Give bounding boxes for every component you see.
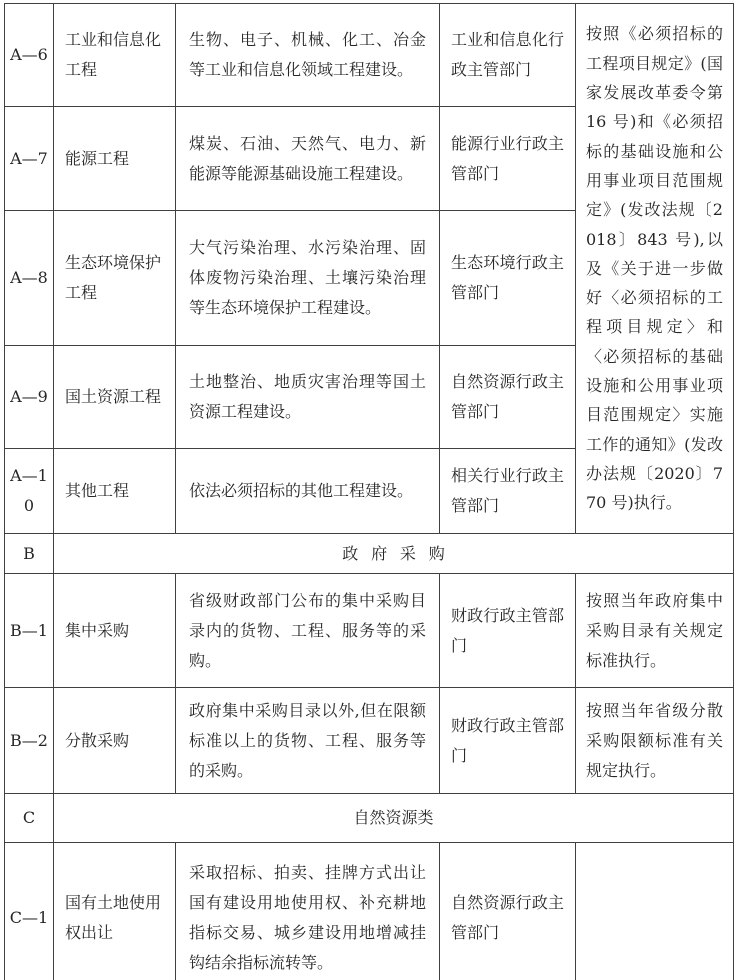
table-row-c1 (5, 843, 734, 980)
cell-scope: 政府集中采购目录以外,但在限额标准以上的货物、工程、服务等的采购。 (176, 688, 440, 794)
cell-scope: 生物、电子、机械、化工、冶金等工业和信息化领域工程建设。 (176, 4, 440, 107)
cell-code: B—2 (5, 688, 54, 794)
cell-scope: 省级财政部门公布的集中采购目录内的货物、工程、服务等的采购。 (176, 574, 440, 688)
cell-section-code: B (5, 534, 54, 574)
cell-code: A—6 (5, 4, 54, 107)
cell-standard-merged: 按照《必须招标的工程项目规定》(国家发展改革委令第 16 号)和《必须招标的基础设施和公用事业项目范围规定》(发改法规〔2018〕843 号),以及《关于进一步做好〈必须招标的工程项目规定〉和〈必须招标的基础设施和公用事业项目范围规定〉实施工作的通知》(发改办法规〔2020〕770 号)执行。 (576, 4, 734, 534)
cell-code: A—8 (5, 211, 54, 346)
section-title: 政府采购 (54, 534, 734, 574)
cell-category-name: 集中采购 (54, 574, 176, 688)
cell-department: 自然资源行政主管部门 (440, 843, 576, 980)
section-title: 自然资源类 (54, 794, 734, 843)
cell-category-name: 生态环境保护工程 (54, 211, 176, 346)
cell-code: B—1 (5, 574, 54, 688)
cell-standard: 按照当年省级分散采购限额标准有关规定执行。 (576, 688, 734, 794)
cell-scope: 大气污染治理、水污染治理、固体废物污染治理、土壤污染治理等生态环境保护工程建设。 (176, 211, 440, 346)
cell-scope: 土地整治、地质灾害治理等国土资源工程建设。 (176, 346, 440, 449)
table-row-b2 (5, 688, 734, 794)
cell-scope: 采取招标、拍卖、挂牌方式出让国有建设用地使用权、补充耕地指标交易、城乡建设用地增减挂钩结余指标流转等。 (176, 843, 440, 980)
cell-code: A—10 (5, 449, 54, 534)
cell-section-code: C (5, 794, 54, 843)
cell-department: 生态环境行政主管部门 (440, 211, 576, 346)
cell-department: 财政行政主管部门 (440, 688, 576, 794)
procurement-scope-table (4, 3, 734, 980)
cell-category-name: 能源工程 (54, 107, 176, 211)
cell-category-name: 国土资源工程 (54, 346, 176, 449)
cell-standard (576, 843, 734, 980)
cell-code: A—9 (5, 346, 54, 449)
cell-code: A—7 (5, 107, 54, 211)
cell-category-name: 分散采购 (54, 688, 176, 794)
cell-department: 自然资源行政主管部门 (440, 346, 576, 449)
cell-scope: 依法必须招标的其他工程建设。 (176, 449, 440, 534)
cell-scope: 煤炭、石油、天然气、电力、新能源等能源基础设施工程建设。 (176, 107, 440, 211)
cell-category-name: 工业和信息化工程 (54, 4, 176, 107)
cell-category-name: 其他工程 (54, 449, 176, 534)
table-row-b1 (5, 574, 734, 688)
cell-department: 工业和信息化行政主管部门 (440, 4, 576, 107)
cell-standard: 按照当年政府集中采购目录有关规定标准执行。 (576, 574, 734, 688)
cell-department: 财政行政主管部门 (440, 574, 576, 688)
cell-department: 相关行业行政主管部门 (440, 449, 576, 534)
section-header-row-c (5, 794, 734, 843)
cell-code: C—1 (5, 843, 54, 980)
section-header-row-b (5, 534, 734, 574)
cell-department: 能源行业行政主管部门 (440, 107, 576, 211)
cell-category-name: 国有土地使用权出让 (54, 843, 176, 980)
table-row-a6 (5, 4, 734, 107)
